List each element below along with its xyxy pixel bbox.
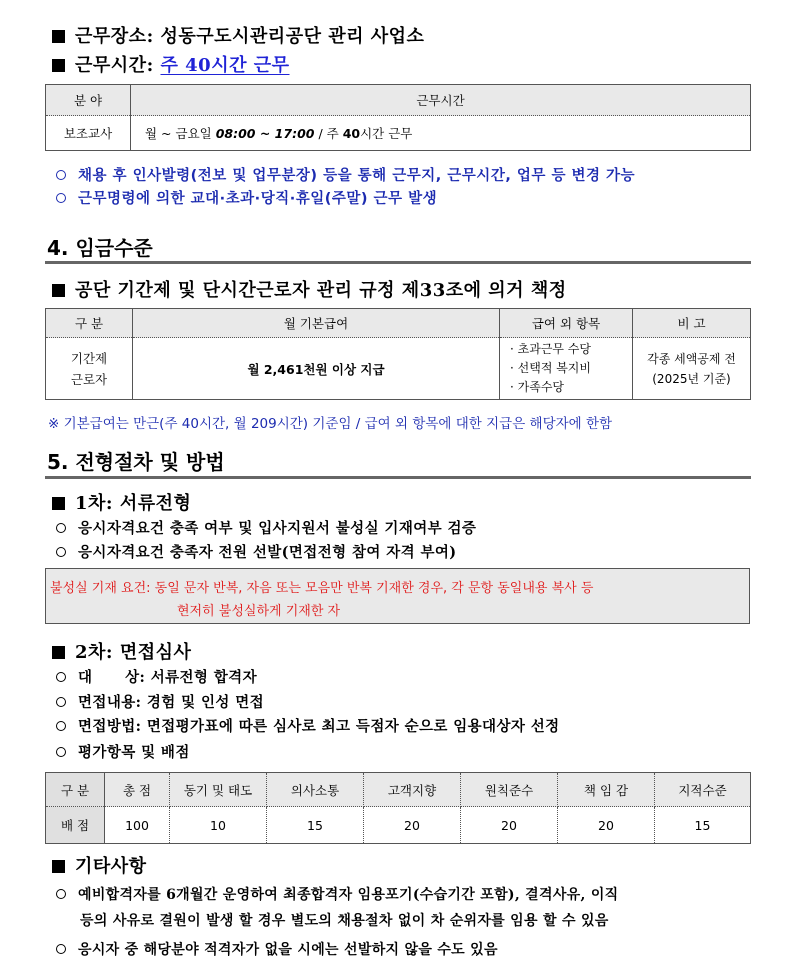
section-title: 4. 임금수준 bbox=[47, 236, 153, 260]
wage-header-remark: 비 고 bbox=[633, 309, 751, 338]
score-header-cell: 동기 및 태도 bbox=[170, 773, 267, 807]
stage1-title: 1차: 서류전형 bbox=[52, 489, 191, 515]
hours-field-cell: 보조교사 bbox=[46, 116, 131, 151]
circle-bullet-icon bbox=[56, 672, 66, 682]
square-bullet-icon bbox=[52, 497, 65, 510]
score-header-cell: 고객지향 bbox=[364, 773, 461, 807]
square-bullet-icon bbox=[52, 646, 65, 659]
stage1-item: 응시자격요건 충족 여부 및 입사지원서 불성실 기재여부 검증 bbox=[56, 517, 476, 538]
worktime-line: 근무시간: 주 40시간 근무 bbox=[52, 51, 290, 77]
hours-header-field: 분 야 bbox=[46, 85, 131, 116]
hours-table bbox=[45, 84, 751, 151]
stage2-item: 대 상: 서류전형 합격자 bbox=[56, 666, 257, 687]
square-bullet-icon bbox=[52, 30, 65, 43]
circle-bullet-icon bbox=[56, 523, 66, 533]
score-value-cell: 100 bbox=[105, 807, 170, 844]
score-value-cell: 10 bbox=[170, 807, 267, 844]
circle-bullet-icon bbox=[56, 697, 66, 707]
score-value-cell: 20 bbox=[364, 807, 461, 844]
misc-item-continued: 등의 사유로 결원이 발생 할 경우 별도의 채용절차 없이 차 순위자를 임용 할 수 있음 bbox=[80, 913, 609, 929]
score-header-cell: 의사소통 bbox=[267, 773, 364, 807]
wage-subtitle: 공단 기간제 및 단시간근로자 관리 규정 제33조에 의거 책정 bbox=[52, 276, 567, 302]
misc-item: 응시자 중 해당분야 적격자가 없을 시에는 선발하지 않을 수도 있음 bbox=[56, 939, 498, 959]
stage2-title: 2차: 면접심사 bbox=[52, 638, 191, 664]
wage-remark-cell: 각종 세액공제 전 (2025년 기준) bbox=[647, 351, 736, 386]
wage-category-cell: 기간제 근로자 bbox=[46, 338, 133, 400]
section-rule bbox=[45, 261, 751, 264]
workplace-label: 근무장소 bbox=[75, 26, 147, 47]
wage-header-base: 월 기본급여 bbox=[133, 309, 500, 338]
warning-line: 불성실 기재 요건: 동일 문자 반복, 자음 또는 모음만 반복 기재한 경우, 각 문항 동일내용 복사 등 bbox=[50, 581, 594, 596]
score-header-cell: 구 분 bbox=[46, 773, 105, 807]
square-bullet-icon bbox=[52, 59, 65, 72]
stage1-item: 응시자격요건 충족자 전원 선발(면접전형 참여 자격 부여) bbox=[56, 541, 457, 562]
circle-bullet-icon bbox=[56, 547, 66, 557]
score-value-cell: 15 bbox=[267, 807, 364, 844]
section-rule bbox=[45, 476, 751, 479]
stage2-item: 평가항목 및 배점 bbox=[56, 741, 190, 762]
stage2-item: 면접방법: 면접평가표에 따른 심사로 최고 득점자 순으로 임용대상자 선정 bbox=[56, 715, 560, 736]
worktime-label: 근무시간 bbox=[75, 55, 147, 76]
score-header-cell: 총 점 bbox=[105, 773, 170, 807]
workplace-line: 근무장소: 성동구도시관리공단 관리 사업소 bbox=[52, 22, 424, 48]
warning-line: 현저히 불성실하게 기재한 자 bbox=[177, 604, 341, 619]
stage2-item: 면접내용: 경험 및 인성 면접 bbox=[56, 691, 264, 712]
hours-time-cell: 월 ~ 금요일 08:00 ~ 17:00 / 주 40시간 근무 bbox=[145, 126, 413, 141]
misc-title: 기타사항 bbox=[52, 852, 147, 878]
wage-table bbox=[45, 308, 751, 400]
score-header-cell: 원칙준수 bbox=[461, 773, 558, 807]
circle-bullet-icon bbox=[56, 193, 66, 203]
hours-header-time: 근무시간 bbox=[131, 85, 751, 116]
square-bullet-icon bbox=[52, 284, 65, 297]
score-header-cell: 책 임 감 bbox=[558, 773, 655, 807]
circle-bullet-icon bbox=[56, 170, 66, 180]
worktime-value: 주 40시간 근무 bbox=[160, 55, 290, 76]
wage-base-cell: 월 2,461천원 이상 지급 bbox=[133, 338, 500, 400]
circle-bullet-icon bbox=[56, 889, 66, 899]
workplace-value: 성동구도시관리공단 관리 사업소 bbox=[160, 26, 425, 47]
misc-item: 예비합격자를 6개월간 운영하여 최종합격자 임용포기(수습기간 포함), 결격사유, 이직 bbox=[56, 884, 618, 904]
wage-note: ※ 기본급여는 만근(주 40시간, 월 209시간) 기준임 / 급여 외 항목에 대한 지급은 해당자에 한함 bbox=[48, 416, 613, 432]
square-bullet-icon bbox=[52, 860, 65, 873]
work-note: 근무명령에 의한 교대·초과·당직·휴일(주말) 근무 발생 bbox=[56, 187, 437, 208]
score-value-cell: 20 bbox=[558, 807, 655, 844]
warning-box bbox=[45, 568, 750, 624]
score-header-cell: 지적수준 bbox=[655, 773, 751, 807]
wage-extras-cell: · 초과근무 수당 · 선택적 복지비 · 가족수당 bbox=[500, 338, 633, 400]
work-note: 채용 후 인사발령(전보 및 업무분장) 등을 통해 근무지, 근무시간, 업무 등 변경 가능 bbox=[56, 164, 635, 185]
score-value-cell: 15 bbox=[694, 817, 711, 833]
circle-bullet-icon bbox=[56, 944, 66, 954]
circle-bullet-icon bbox=[56, 747, 66, 757]
score-table bbox=[45, 772, 751, 844]
score-value-cell: 20 bbox=[461, 807, 558, 844]
section-title: 5. 전형절차 및 방법 bbox=[47, 450, 225, 474]
score-row-label: 배 점 bbox=[46, 807, 105, 844]
wage-header-extras: 급여 외 항목 bbox=[500, 309, 633, 338]
wage-header-category: 구 분 bbox=[46, 309, 133, 338]
circle-bullet-icon bbox=[56, 721, 66, 731]
